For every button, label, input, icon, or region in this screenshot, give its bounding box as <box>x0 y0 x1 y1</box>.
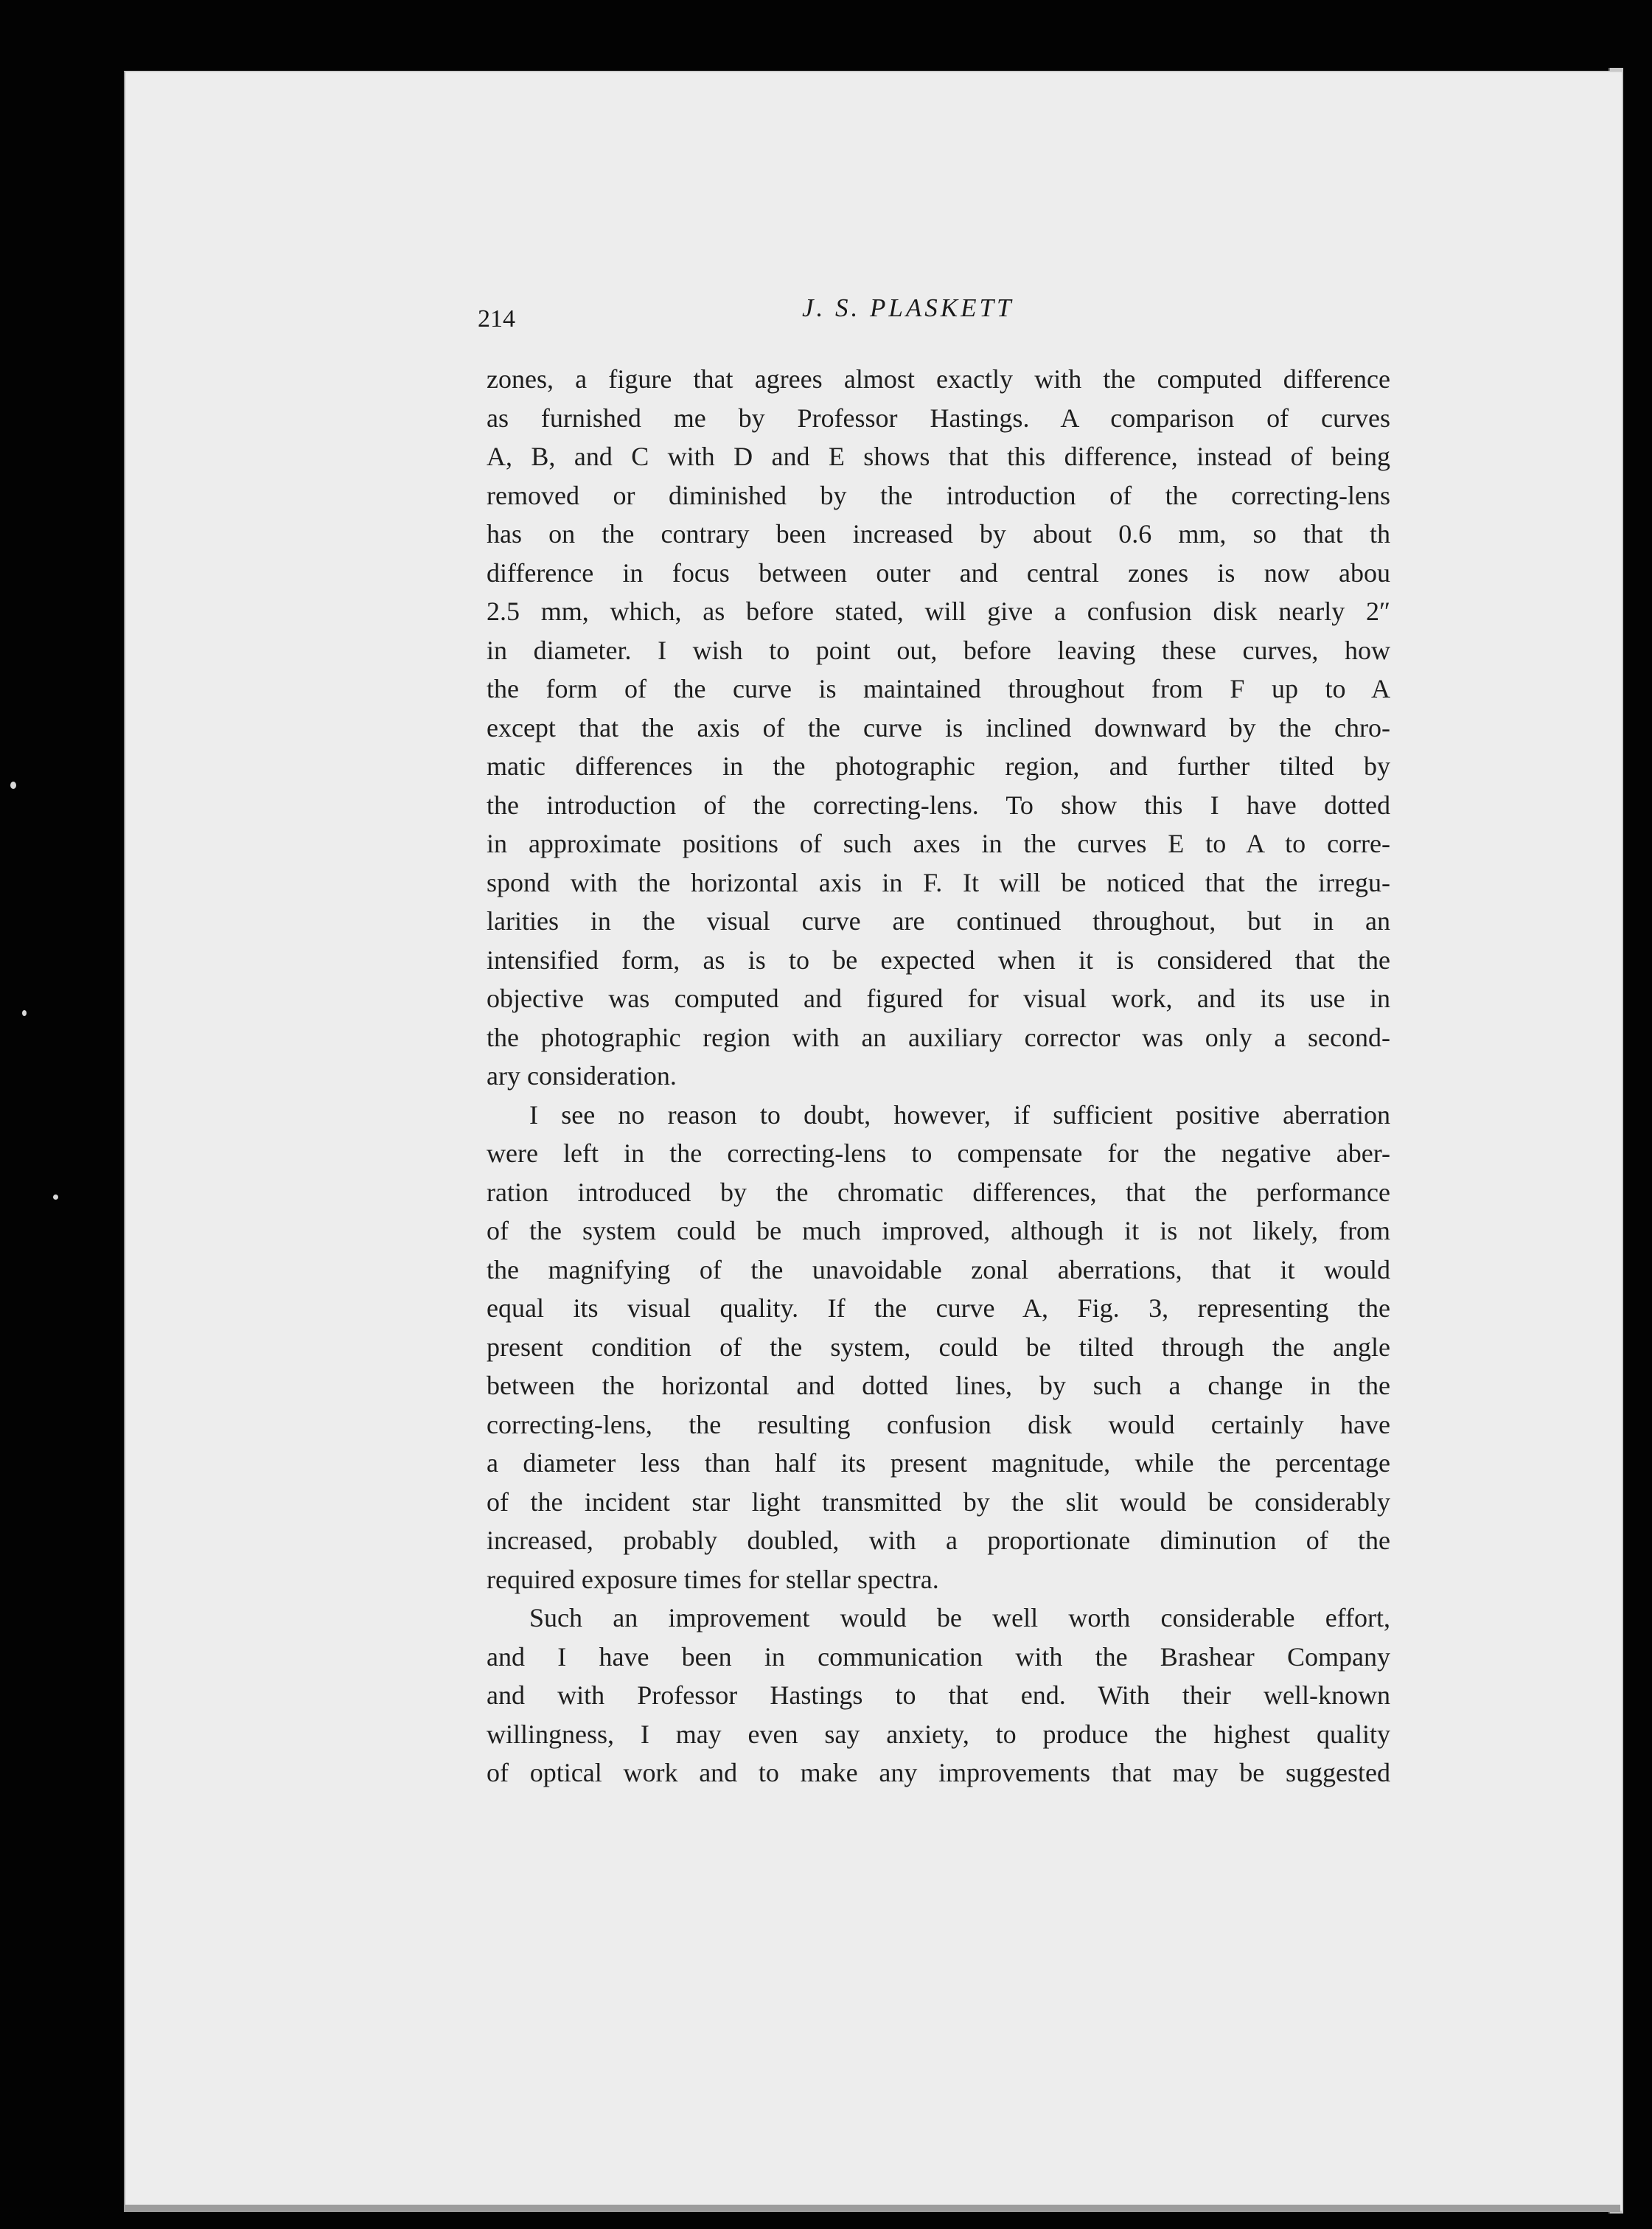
text-line: a diameter less than half its present magnitude, while the percentage <box>487 1448 1390 1478</box>
text-line: and I have been in communication with the Brashear Company <box>487 1641 1390 1672</box>
paragraph-start-line: Such an improvement would be well worth considerable effort, <box>529 1603 1390 1632</box>
scan-speck <box>22 1010 27 1016</box>
paragraph-start-line: I see no reason to doubt, however, if sufficient positive aberration <box>529 1099 1390 1130</box>
body-text <box>487 360 1390 1792</box>
text-line: difference in focus between outer and central zones is now abou <box>487 557 1390 588</box>
text-line: the introduction of the correcting-lens. To show this I have dotted <box>487 790 1390 820</box>
text-line: objective was computed and figured for visual work, and its use in <box>487 984 1390 1013</box>
text-line: A, B, and C with D and E shows that this difference, instead of being <box>487 442 1390 471</box>
book-page-bottom-edge <box>124 2205 1620 2212</box>
text-line: correcting-lens, the resulting confusion disk would certainly have <box>487 1409 1390 1439</box>
scan-speck <box>53 1195 58 1200</box>
text-line: has on the contrary been increased by about 0.6 mm, so that th <box>487 519 1390 549</box>
page-number: 214 <box>478 305 515 333</box>
text-line: spond with the horizontal axis in F. It will be noticed that the irregu- <box>487 867 1390 897</box>
text-line: zones, a figure that agrees almost exactly with the computed difference <box>487 364 1390 394</box>
text-line: ration introduced by the chromatic differences, that the performance <box>487 1177 1390 1207</box>
text-line: larities in the visual curve are continued throughout, but in an <box>487 906 1390 936</box>
text-line: of optical work and to make any improvements that may be suggested <box>487 1758 1390 1787</box>
text-line: increased, probably doubled, with a proportionate diminution of the <box>487 1526 1390 1555</box>
text-line: intensified form, as is to be expected when it is considered that the <box>487 945 1390 975</box>
scan-speck <box>10 782 16 789</box>
page-header <box>478 293 1399 338</box>
text-line: between the horizontal and dotted lines, by such a change in the <box>487 1371 1390 1400</box>
text-line: the magnifying of the unavoidable zonal aberrations, that it would <box>487 1254 1390 1284</box>
text-line: except that the axis of the curve is inclined downward by the chro- <box>487 712 1390 743</box>
text-line: of the system could be much improved, although it is not likely, from <box>487 1216 1390 1245</box>
text-line: of the incident star light transmitted by the slit would be considerably <box>487 1486 1390 1517</box>
paragraph-end-line: required exposure times for stellar spectra. <box>487 1564 939 1594</box>
text-line: present condition of the system, could be tilted through the angle <box>487 1332 1390 1362</box>
text-line: the form of the curve is maintained throughout from F up to A <box>487 674 1390 703</box>
text-line: willingness, I may even say anxiety, to produce the highest quality <box>487 1719 1390 1749</box>
paragraph-end-line: ary consideration. <box>487 1061 677 1091</box>
text-line: the photographic region with an auxiliary corrector was only a second- <box>487 1022 1390 1052</box>
text-line: in diameter. I wish to point out, before leaving these curves, how <box>487 635 1390 665</box>
text-line: as furnished me by Professor Hastings. A comparison of curves <box>487 403 1390 433</box>
text-line: equal its visual quality. If the curve A, Fig. 3, representing the <box>487 1293 1390 1323</box>
text-line: 2.5 mm, which, as before stated, will give a confusion disk nearly 2″ <box>487 597 1390 626</box>
running-head: J. S. PLASKETT <box>802 293 1014 322</box>
text-line: removed or diminished by the introduction of the correcting-lens <box>487 480 1390 510</box>
text-line: in approximate positions of such axes in the curves E to A to corre- <box>487 829 1390 858</box>
text-line: were left in the correcting-lens to compensate for the negative aber- <box>487 1138 1390 1168</box>
text-line: matic differences in the photographic region, and further tilted by <box>487 751 1390 781</box>
text-line: and with Professor Hastings to that end. With their well-known <box>487 1680 1390 1710</box>
